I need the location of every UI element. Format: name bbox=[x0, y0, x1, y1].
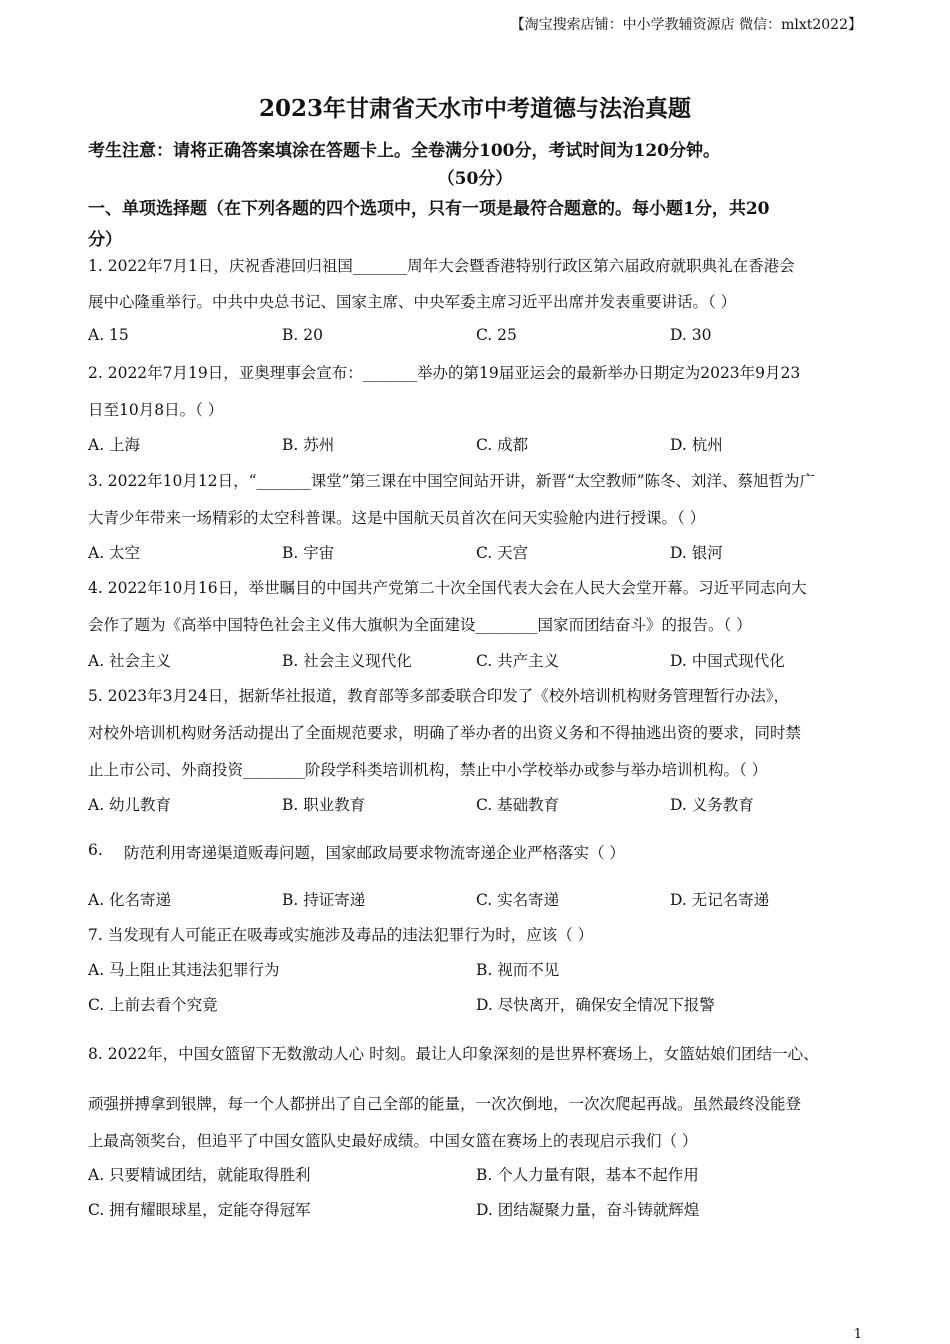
question-1-option-d: D. 30 bbox=[670, 326, 712, 344]
question-1-option-b: B. 20 bbox=[282, 326, 323, 344]
question-5-option-b: B. 职业教育 bbox=[282, 796, 366, 814]
page-number: 1 bbox=[853, 1327, 862, 1342]
question-8-option-b: B. 个人力量有限，基本不起作用 bbox=[476, 1166, 699, 1184]
question-7-option-b: B. 视而不见 bbox=[476, 961, 560, 979]
question-1-line-1: 1. 2022年7月1日，庆祝香港回归祖国_______周年大会暨香港特别行政区第六届政府就职典礼在香港会 bbox=[88, 257, 795, 275]
question-8-option-c: C. 拥有耀眼球星，定能夺得冠军 bbox=[88, 1201, 311, 1219]
section-score: （50分） bbox=[437, 169, 513, 189]
question-8-line-3: 上最高领奖台，但追平了中国女篮队史最好成绩。中国女篮在赛场上的表现启示我们（ ） bbox=[88, 1132, 698, 1150]
question-6-text: 防范利用寄递渠道贩毒问题，国家邮政局要求物流寄递企业严格落实（ ） bbox=[124, 844, 625, 862]
question-2-option-b: B. 苏州 bbox=[282, 436, 335, 454]
question-7-option-c: C. 上前去看个究竟 bbox=[88, 996, 218, 1014]
exam-notice: 考生注意：请将正确答案填涂在答题卡上。全卷满分100分，考试时间为120分钟。 bbox=[88, 141, 720, 161]
question-4-option-c: C. 共产主义 bbox=[476, 652, 560, 670]
question-7-option-d: D. 尽快离开，确保安全情况下报警 bbox=[476, 996, 715, 1014]
question-6-number: 6. bbox=[88, 841, 103, 859]
question-1-line-2: 展中心隆重举行。中共中央总书记、国家主席、中央军委主席习近平出席并发表重要讲话。（ ） bbox=[88, 293, 737, 311]
question-5-option-c: C. 基础教育 bbox=[476, 796, 560, 814]
question-4-line-1: 4. 2022年10月16日，举世瞩目的中国共产党第二十次全国代表大会在人民大会堂开幕。习近平同志向大 bbox=[88, 579, 807, 597]
question-3-option-d: D. 银河 bbox=[670, 544, 723, 562]
question-1-option-c: C. 25 bbox=[476, 326, 517, 344]
question-3-line-1: 3. 2022年10月12日，“_______课堂”第三课在中国空间站开讲，新晋“太空教师”陈冬、刘洋、蔡旭哲为广 bbox=[88, 472, 816, 490]
question-2-option-c: C. 成都 bbox=[476, 436, 529, 454]
section-heading-cont: 分） bbox=[88, 230, 122, 250]
question-2-option-d: D. 杭州 bbox=[670, 436, 723, 454]
question-8-option-a: A. 只要精诚团结，就能取得胜利 bbox=[88, 1166, 311, 1184]
section-heading: 一、单项选择题（在下列各题的四个选项中，只有一项是最符合题意的。每小题1分，共20 bbox=[88, 199, 770, 219]
question-7-option-a: A. 马上阻止其违法犯罪行为 bbox=[88, 961, 280, 979]
question-6-option-c: C. 实名寄递 bbox=[476, 891, 560, 909]
question-2-line-1: 2. 2022年7月19日，亚奥理事会宣布：_______举办的第19届亚运会的最新举办日期定为2023年9月23 bbox=[88, 364, 801, 382]
question-5-line-3: 止上市公司、外商投资________阶段学科类培训机构，禁止中小学校举办或参与举办培训机构。（ ） bbox=[88, 761, 768, 779]
question-5-line-1: 5. 2023年3月24日，据新华社报道，教育部等多部委联合印发了《校外培训机构财务管理暂行办法》， bbox=[88, 687, 789, 705]
question-5-line-2: 对校外培训机构财务活动提出了全面规范要求，明确了举办者的出资义务和不得抽逃出资的要求，同时禁 bbox=[88, 724, 802, 742]
question-8-option-d: D. 团结凝聚力量，奋斗铸就辉煌 bbox=[476, 1201, 700, 1219]
question-6-option-d: D. 无记名寄递 bbox=[670, 891, 770, 909]
question-6-option-a: A. 化名寄递 bbox=[88, 891, 172, 909]
question-4-option-a: A. 社会主义 bbox=[88, 652, 172, 670]
question-1-option-a: A. 15 bbox=[88, 326, 129, 344]
question-4-line-2: 会作了题为《高举中国特色社会主义伟大旗帜为全面建设________国家而团结奋斗》的报告。（ ） bbox=[88, 616, 752, 634]
question-7-line-1: 7. 当发现有人可能正在吸毒或实施涉及毒品的违法犯罪行为时，应该（ ） bbox=[88, 926, 594, 944]
question-2-line-2: 日至10月8日。（ ） bbox=[88, 401, 224, 419]
question-3-line-2: 大青少年带来一场精彩的太空科普课。这是中国航天员首次在问天实验舱内进行授课。（ ） bbox=[88, 509, 706, 527]
question-8-line-2: 顽强拼搏拿到银牌，每一个人都拼出了自己全部的能量，一次次倒地，一次次爬起再战。虽然最终没能登 bbox=[88, 1095, 802, 1113]
question-2-option-a: A. 上海 bbox=[88, 436, 141, 454]
question-6-option-b: B. 持证寄递 bbox=[282, 891, 366, 909]
question-4-option-d: D. 中国式现代化 bbox=[670, 652, 785, 670]
question-3-option-c: C. 天宫 bbox=[476, 544, 529, 562]
question-5-option-d: D. 义务教育 bbox=[670, 796, 754, 814]
question-3-option-b: B. 宇宙 bbox=[282, 544, 335, 562]
header-note: 【淘宝搜索店铺：中小学教辅资源店 微信：mlxt2022】 bbox=[510, 17, 862, 33]
question-3-option-a: A. 太空 bbox=[88, 544, 141, 562]
question-4-option-b: B. 社会主义现代化 bbox=[282, 652, 412, 670]
page-title: 2023年甘肃省天水市中考道德与法治真题 bbox=[258, 95, 691, 122]
question-5-option-a: A. 幼儿教育 bbox=[88, 796, 172, 814]
question-8-line-1: 8. 2022年，中国女篮留下无数激动人心 时刻。最让人印象深刻的是世界杯赛场上，女篮姑娘们团结一心、 bbox=[88, 1045, 819, 1063]
